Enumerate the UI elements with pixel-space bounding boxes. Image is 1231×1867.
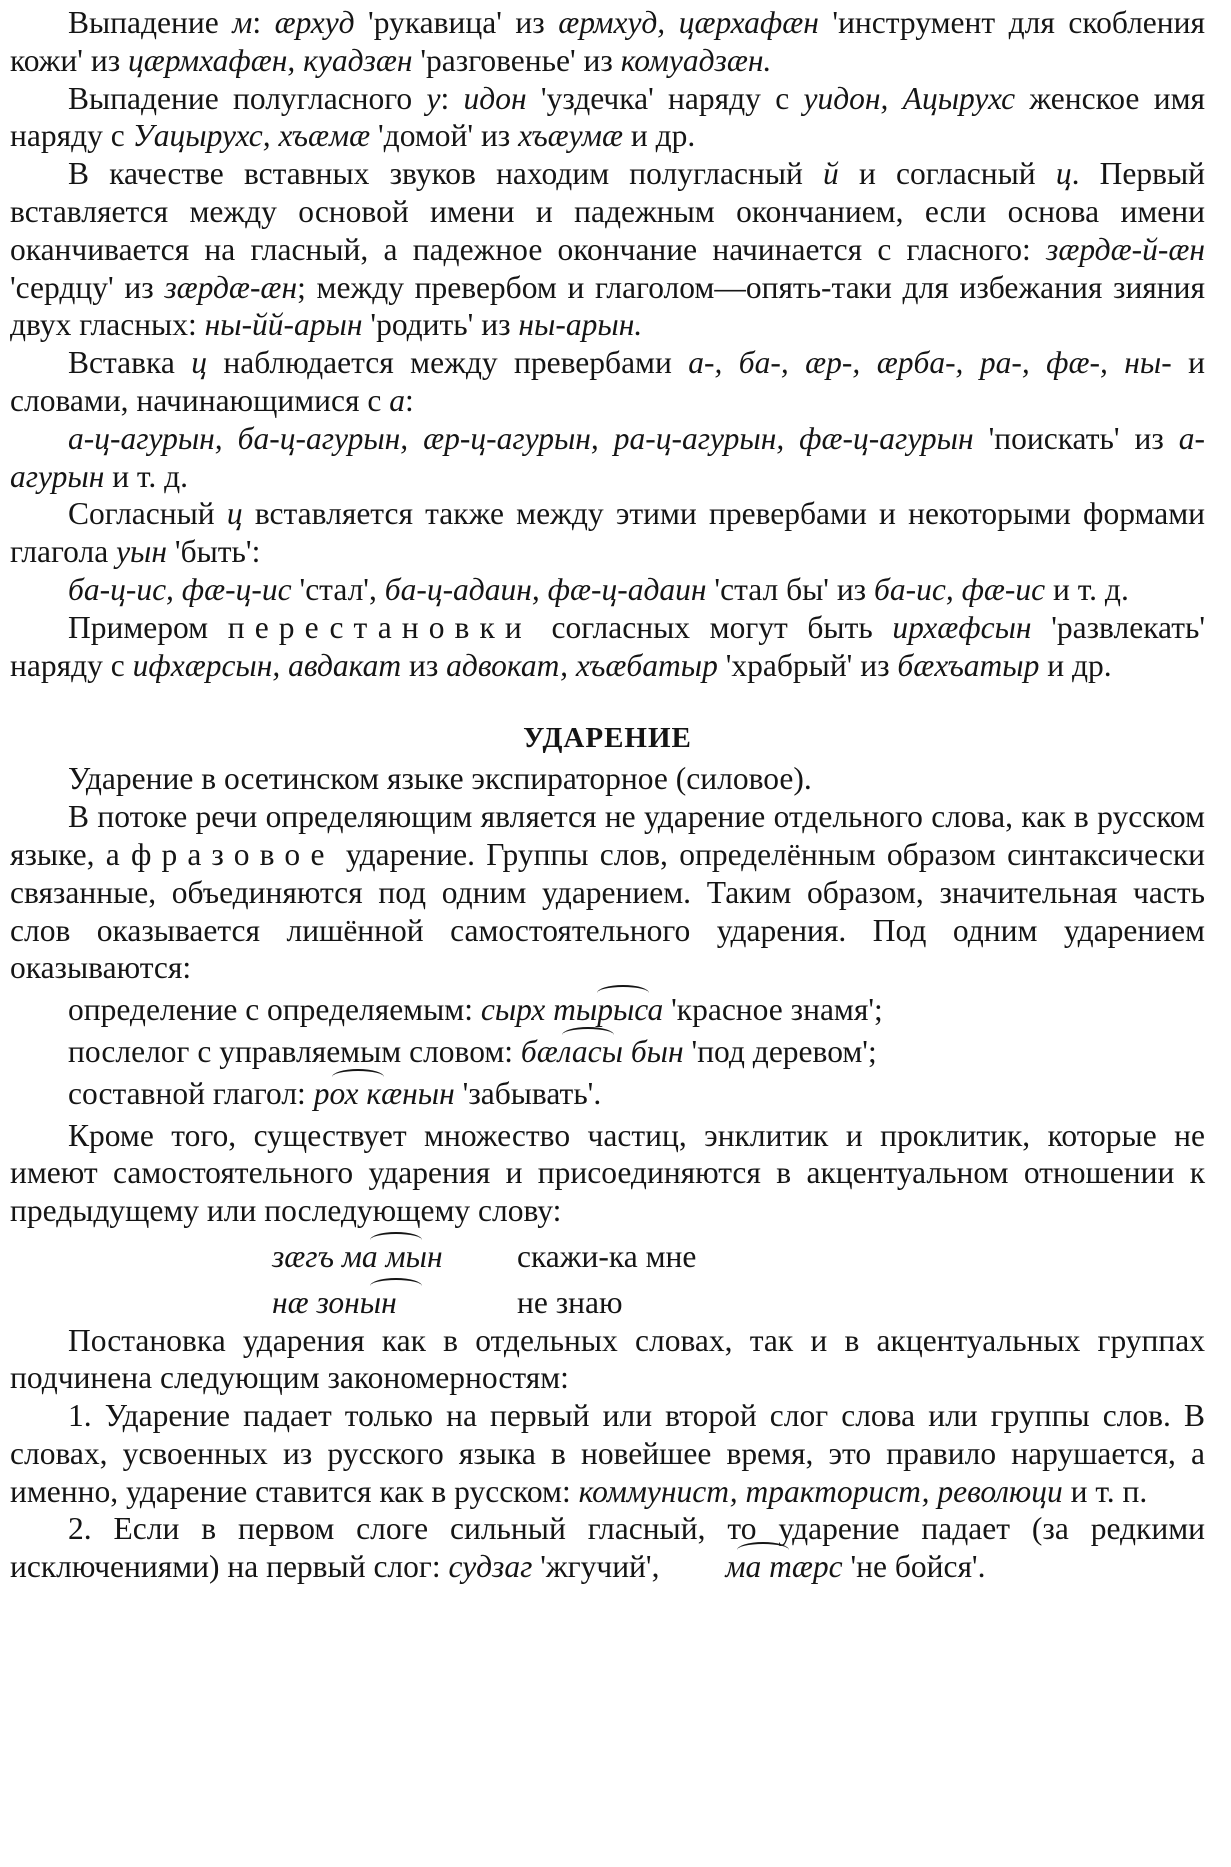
text-italic: уидон, Ацырухс [803, 80, 1016, 116]
text: согласных могут быть [531, 609, 893, 645]
text-italic: судзаг [448, 1549, 533, 1585]
text: 1. Ударение падает только на первый или второй слог слова или группы слов. В словах, усвоенных из русского языка в новейшее время, это правило нарушается, а именно, ударение ставится как в русском: [10, 1398, 1205, 1509]
text: вставляется также между этими превербами и некоторыми формами глагола [10, 496, 1205, 570]
text: Примером [68, 609, 228, 645]
paragraph-stress-type: Ударение в осетинском языке экспираторное (силовое). [68, 761, 812, 797]
text-italic: уын [116, 534, 168, 570]
text: 'родить' из [362, 307, 519, 343]
text: 'уздечка' наряду с [526, 80, 804, 116]
text: и согласный [838, 156, 1056, 192]
text: наблюдается между превербами [206, 345, 689, 381]
paragraph-metathesis [10, 609, 1205, 685]
text-italic: æрмхуд, цæрхафæн [558, 5, 819, 40]
text-italic: Уацырухс, хъæмæ [132, 118, 371, 154]
paragraph-ts-verb [10, 495, 1205, 571]
list-item-postposition [10, 1033, 1205, 1071]
text: 'забывать'. [454, 1075, 602, 1111]
text: 'под деревом'; [683, 1033, 877, 1069]
example-line-1 [272, 1238, 1205, 1276]
text: 'быть': [167, 534, 261, 570]
text-italic: а-агурын [10, 420, 1206, 494]
text: В качестве вставных звуков находим полугласный [68, 156, 824, 192]
paragraph-rule-1 [10, 1397, 1205, 1510]
text-italic: м [232, 5, 253, 40]
text: 'храбрый' из [717, 647, 898, 683]
paragraph-rule-2 [10, 1510, 1205, 1586]
text: женское имя наряду с [10, 80, 1205, 154]
text-italic: ны-арын. [518, 307, 643, 343]
example-osetian: зæгъ ма мын [272, 1238, 517, 1276]
text-italic: идон [463, 80, 527, 116]
paragraph-ts-examples [10, 420, 1205, 496]
text-italic: сырх [480, 992, 546, 1028]
paragraph-rules-intro: Постановка ударения как в отдельных словах, так и в акцентуальных группах подчинена следующим закономерностям: [10, 1322, 1205, 1396]
text-italic: ц [226, 496, 243, 532]
text-italic: æрхуд [274, 5, 355, 40]
text: 'красное знамя'; [663, 992, 883, 1028]
text: составной глагол: [68, 1075, 314, 1111]
text: 'разговенье' из [412, 42, 621, 78]
text-italic: адвокат, хъæбатыр [446, 647, 718, 683]
list-item-compound-verb [10, 1075, 1205, 1113]
text: 'домой' из [370, 118, 519, 154]
text: 'не бойся'. [842, 1549, 986, 1585]
text: Согласный [68, 496, 227, 532]
text: определение с определяемым: [68, 992, 481, 1028]
text: 'стал', [291, 571, 385, 607]
text: послелог с управляемым словом: [68, 1033, 521, 1069]
text-italic: ц [191, 345, 207, 381]
paragraph-u-loss [10, 80, 1205, 156]
text-italic: хъæумæ [518, 118, 623, 154]
text-italic: зæрдæ-й-æн [1046, 231, 1205, 267]
paragraph-insertion-sounds [10, 155, 1205, 344]
text: и т. д. [104, 458, 188, 494]
paragraph-ts-verb-examples [10, 571, 1205, 609]
text-italic: ц [1055, 156, 1072, 192]
text-italic: зæрдæ-æн [164, 269, 298, 305]
text: Вставка [68, 345, 192, 381]
text-italic: а-, ба-, æр-, æрба-, ра-, фæ-, ны- [688, 345, 1172, 381]
text: 'развлекать' наряду с [10, 609, 1206, 683]
text: и др. [1039, 647, 1112, 683]
text-italic: у [426, 80, 441, 116]
text-italic-stressed: рох [313, 1075, 359, 1111]
text-italic-stressed: бæласы [520, 1033, 623, 1069]
example-line-2 [272, 1284, 1205, 1322]
text: и словами, начинающимися с [10, 345, 1206, 418]
text: В потоке речи определяющим является не ударение отдельного слова, как в русском языке, а [10, 799, 1205, 872]
text: ударение. Группы слов, определённым образом синтаксически связанные, объединяются под одним ударением. Таким образом, значительная часть слов оказывается лишённой самостоятельного ударения. Под одним ударением оказываются: [10, 836, 1206, 986]
text: . Первый вставляется между основой имени и падежным окончанием, если основа имени оканчивается на гласный, а падежное окончание начинается с гласного: [10, 156, 1206, 267]
text-italic: коммунист, тракторист, революци [578, 1473, 1063, 1509]
text-italic: ба-ц-ис, фæ-ц-ис [68, 571, 292, 607]
section-heading: УДАРЕНИЕ [523, 722, 692, 755]
text: 2. Если в первом слоге сильный гласный, то ударение падает (за редкими исключениями) на первый слог: [10, 1511, 1205, 1585]
text-italic: й [823, 156, 839, 192]
text: : [252, 5, 275, 40]
text-spaced: фразовое [131, 836, 335, 872]
text-italic: ба-ис, фæ-ис [874, 571, 1046, 607]
paragraph-clitics: Кроме того, существует множество частиц, энклитик и проклитик, которые не имеют самостоятельного ударения и присоединяются в акцентуальном отношении к предыдущему или последующему слову: [10, 1117, 1205, 1229]
text-italic: ны-йй-арын [204, 307, 363, 343]
text: 'жгучий', [532, 1549, 668, 1585]
text-italic-stressed: тырыса [553, 992, 664, 1028]
text-italic: а-ц-агурын, ба-ц-агурын, æр-ц-агурын, ра-ц-агурын, фæ-ц-агурын [68, 420, 974, 456]
example-translation: не знаю [517, 1284, 623, 1320]
example-osetian: нæ зонын [272, 1284, 517, 1322]
text-italic: кæнын [366, 1075, 455, 1111]
text-italic: ба-ц-адаин, фæ-ц-адаин [384, 571, 707, 607]
text: : [440, 80, 464, 116]
example-translation: скажи-ка мне [517, 1238, 697, 1274]
text: 'поискать' из [973, 420, 1179, 456]
text: 'инструмент для скобления кожи' из [10, 5, 1205, 78]
text: и др. [623, 118, 696, 154]
text-italic: бын [630, 1033, 684, 1069]
text: из [401, 647, 447, 683]
text-italic: а [389, 382, 405, 418]
text: Выпадение [68, 5, 233, 40]
paragraph-m-loss [10, 4, 1205, 80]
paragraph-ts-insertion [10, 344, 1205, 420]
list-item-attribute [10, 991, 1205, 1029]
text: и т. д. [1045, 571, 1129, 607]
text: 'рукавица' из [354, 5, 559, 40]
text-italic: ифхæрсын, авдакат [132, 647, 402, 683]
text: ; между превербом и глаголом—опять-таки для избежания зияния двух гласных: [10, 269, 1205, 343]
text: : [404, 382, 414, 418]
text: 'сердцу' из [10, 269, 165, 305]
paragraph-phrase-stress [10, 798, 1205, 987]
text-italic-stressed: ма тæрс [667, 1548, 842, 1586]
text-italic: цæрмхафæн, куадзæн [128, 42, 413, 78]
text: Выпадение полугласного [68, 80, 427, 116]
text: 'стал бы' из [706, 571, 874, 607]
text: и т. п. [1062, 1473, 1148, 1509]
text-spaced: перестановки [227, 609, 532, 645]
text-italic: комуадзæн. [620, 42, 772, 78]
text-italic: бæхъатыр [897, 647, 1040, 683]
text-italic: ирхæфсын [892, 609, 1032, 645]
